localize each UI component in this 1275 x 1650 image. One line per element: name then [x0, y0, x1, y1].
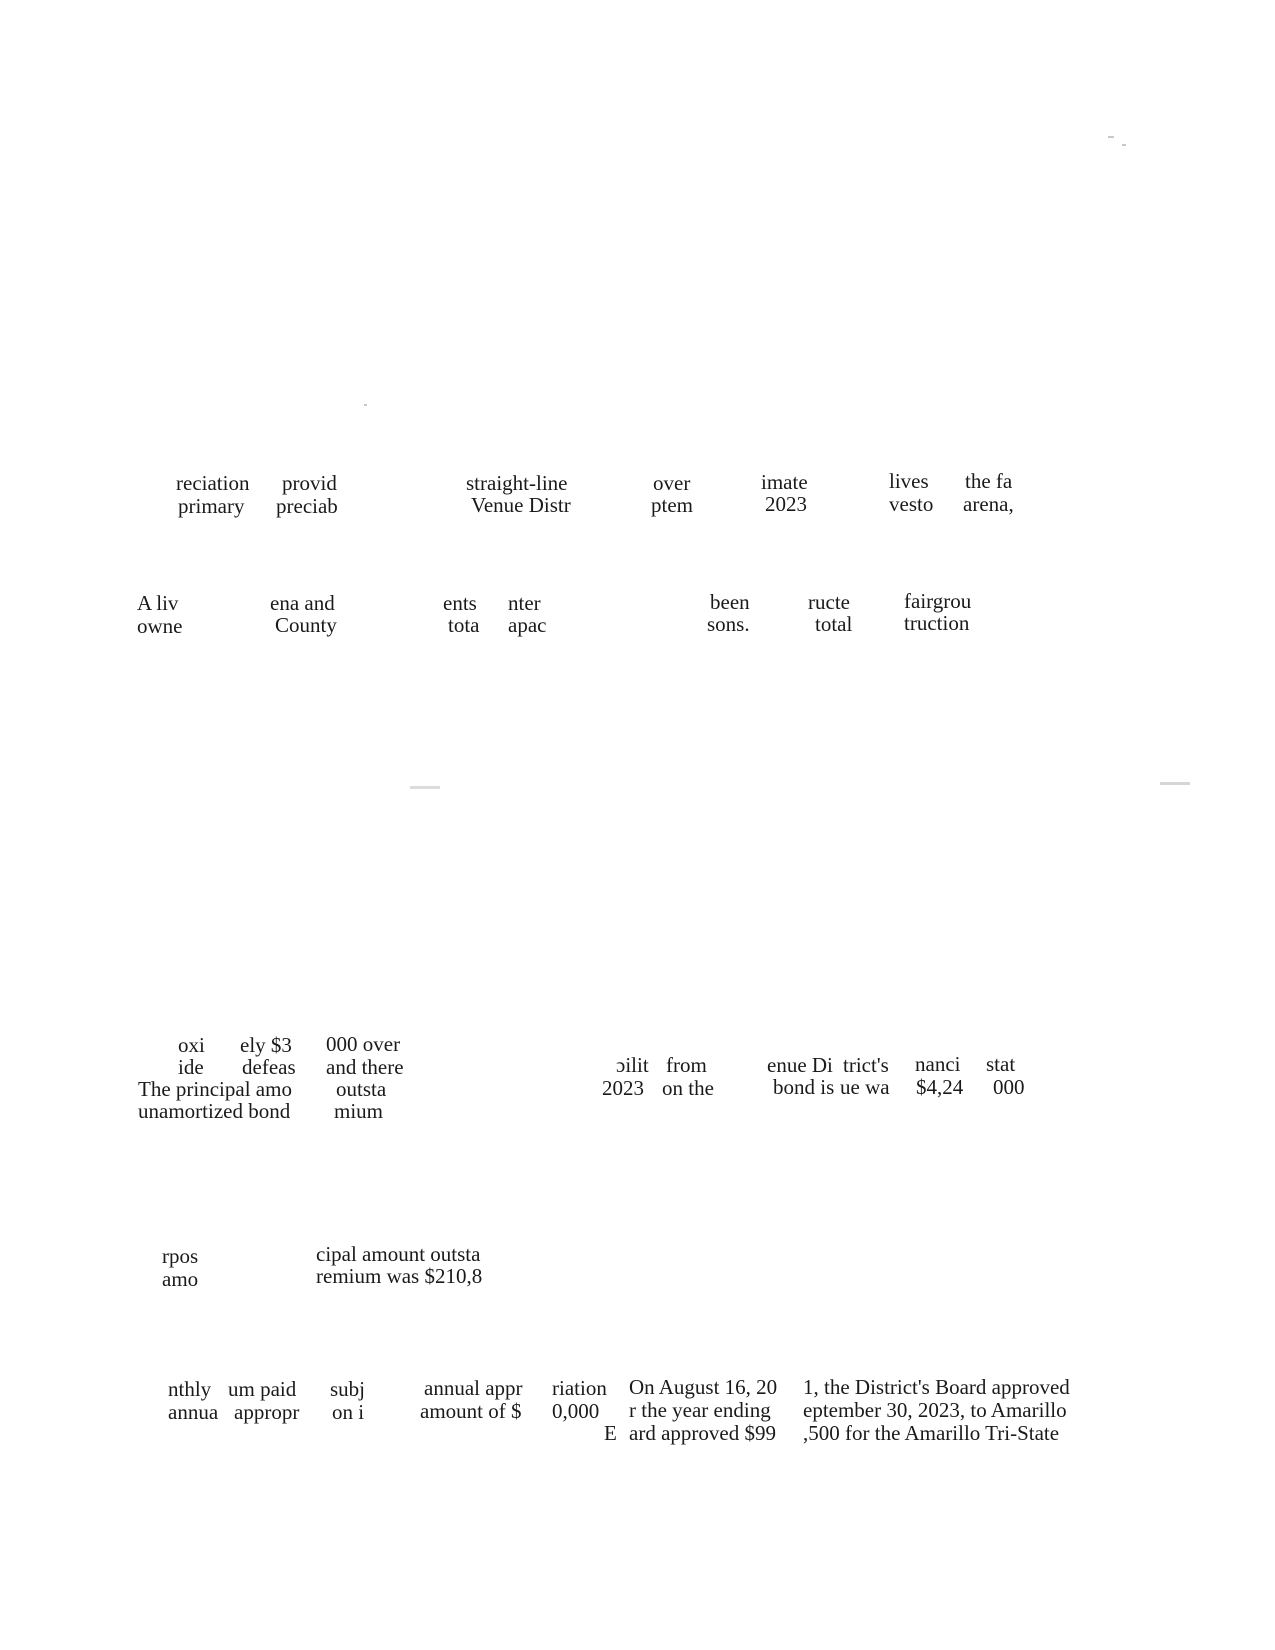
scan-speck — [1108, 136, 1114, 138]
text-fragment: ɔilit — [616, 1053, 649, 1077]
text-fragment: bond is — [773, 1075, 835, 1099]
text-fragment: primary — [178, 494, 245, 518]
text-fragment: A liv — [137, 591, 179, 615]
text-fragment: over — [653, 471, 691, 495]
text-fragment: On August 16, 20 — [629, 1375, 778, 1399]
text-fragment: eptember 30, 2023, to Amarillo — [803, 1398, 1067, 1422]
text-fragment: 2023 — [602, 1076, 644, 1100]
text-fragment: ely $3 — [240, 1033, 292, 1057]
text-fragment: stat — [986, 1052, 1016, 1076]
text-fragment: on the — [662, 1076, 714, 1100]
text-fragment: ,500 for the Amarillo Tri-State — [803, 1421, 1060, 1445]
text-fragment: riation — [552, 1376, 607, 1400]
text-fragment: preciab — [276, 494, 338, 518]
text-fragment: sons. — [707, 612, 750, 636]
text-fragment: rpos — [162, 1244, 199, 1268]
scan-speck — [1160, 782, 1190, 785]
text-fragment: tota — [448, 613, 480, 637]
text-fragment: ard approved $99 — [629, 1421, 776, 1445]
text-fragment: total — [815, 612, 853, 636]
text-fragment: amo — [162, 1267, 199, 1291]
text-fragment: apac — [508, 613, 547, 637]
text-fragment: trict's — [843, 1053, 889, 1077]
text-fragment: on i — [332, 1400, 365, 1424]
text-fragment: nthly — [168, 1377, 212, 1401]
text-fragment: nanci — [915, 1052, 961, 1076]
text-fragment: nter — [508, 591, 541, 615]
text-fragment: reciation — [176, 471, 250, 495]
text-fragment: enue Di — [767, 1053, 833, 1077]
text-fragment: ena and — [270, 591, 335, 615]
scan-speck — [364, 404, 367, 406]
text-fragment: been — [710, 590, 750, 614]
text-fragment: 1, the District's Board approved — [803, 1375, 1070, 1399]
text-fragment: straight-line — [466, 471, 568, 495]
text-fragment: unamortized bond — [138, 1099, 291, 1123]
text-fragment: annua — [168, 1400, 219, 1424]
text-fragment: $4,24 — [916, 1075, 964, 1099]
text-fragment: lives — [889, 469, 929, 493]
text-fragment: ructe — [808, 590, 850, 614]
text-fragment: provid — [282, 471, 337, 495]
text-fragment: owne — [137, 614, 183, 638]
text-fragment: vesto — [889, 492, 934, 516]
text-fragment: remium was $210,8 — [316, 1264, 483, 1288]
text-fragment: appropr — [234, 1400, 300, 1424]
text-fragment: defeas — [242, 1055, 296, 1079]
text-fragment: truction — [904, 611, 970, 635]
text-fragment: r the year ending — [629, 1398, 771, 1422]
text-fragment: oxi — [178, 1033, 205, 1057]
text-fragment: ptem — [651, 493, 693, 517]
text-fragment: County — [275, 613, 337, 637]
scan-speck — [1122, 144, 1126, 146]
text-fragment: imate — [761, 470, 808, 494]
text-fragment: annual appr — [424, 1376, 523, 1400]
text-fragment: ue wa — [840, 1075, 890, 1099]
text-fragment: ents — [443, 591, 477, 615]
text-fragment: 2023 — [765, 492, 807, 516]
text-fragment: ide — [178, 1055, 204, 1079]
text-fragment: subj — [330, 1377, 366, 1401]
scan-speck — [410, 786, 440, 789]
text-fragment: arena, — [963, 492, 1014, 516]
text-fragment: The principal amo — [138, 1077, 292, 1101]
text-fragment: 000 over — [326, 1032, 401, 1056]
text-fragment: cipal amount outsta — [316, 1242, 481, 1266]
text-fragment: 0,000 — [552, 1399, 600, 1423]
text-fragment: and there — [326, 1055, 404, 1079]
text-fragment: outsta — [336, 1077, 387, 1101]
text-fragment: amount of $ — [420, 1399, 522, 1423]
text-fragment: Venue Distr — [471, 493, 571, 517]
text-fragment: from — [666, 1053, 707, 1077]
text-fragment: 000 — [993, 1075, 1025, 1099]
text-fragment: the fa — [965, 469, 1013, 493]
text-fragment: fairgrou — [904, 589, 972, 613]
text-fragment: E — [604, 1421, 617, 1445]
text-fragment: mium — [334, 1099, 384, 1123]
text-fragment: um paid — [228, 1377, 297, 1401]
